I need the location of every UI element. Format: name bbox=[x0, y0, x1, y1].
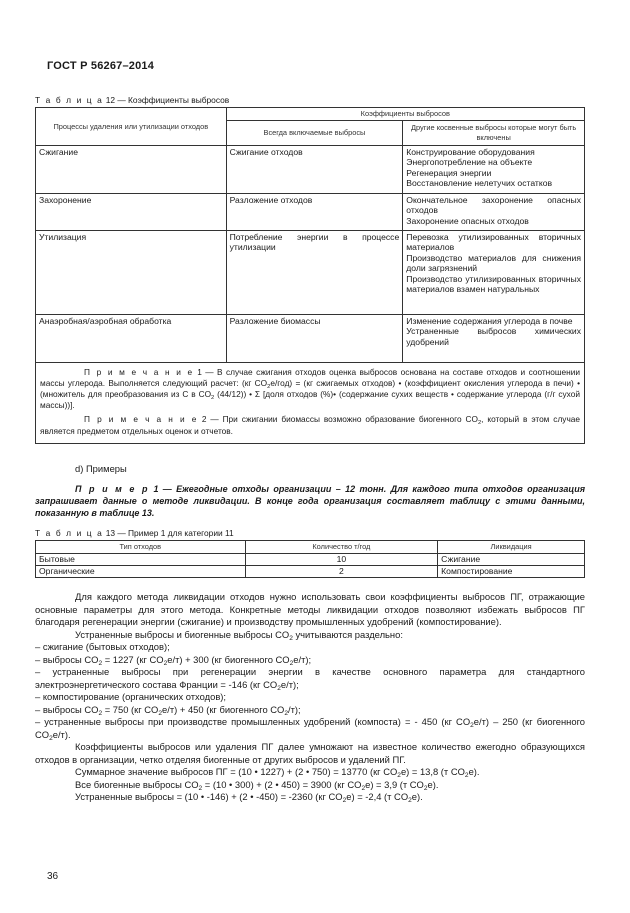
text: Все биогенные выбросы CO bbox=[75, 778, 199, 790]
other-item: Окончательное захоронение опасных отходов bbox=[406, 194, 581, 216]
col-other-header: Другие косвенные выбросы которые могут быть включены bbox=[403, 120, 585, 145]
list-item: – сжигание (бытовых отходов); bbox=[35, 641, 170, 652]
list-item bbox=[35, 716, 585, 741]
always-cell: Разложение отходов bbox=[226, 193, 403, 230]
other-item: Перевозка утилизированных вторичных материалов bbox=[406, 231, 581, 253]
text: = 750 (кг CO bbox=[102, 703, 159, 715]
subscript: 2 bbox=[267, 383, 271, 390]
text: е) = 13,8 (т CO bbox=[400, 766, 465, 777]
disposal-example-table bbox=[35, 540, 585, 578]
always-cell: Разложение биомассы bbox=[226, 314, 403, 362]
example-label: П р и м е р bbox=[75, 483, 150, 494]
col-disposal-header: Ликвидация bbox=[438, 541, 585, 554]
text: е). bbox=[427, 778, 439, 790]
disposal-cell: Сжигание bbox=[438, 553, 585, 565]
text: Устраненные выбросы = (10 • -146) + (2 • -450) = -2360 (кг CO bbox=[75, 791, 343, 802]
text: е). bbox=[411, 791, 423, 802]
text: е) = -2,4 (т CO bbox=[346, 791, 409, 802]
note-text: 2 — При сжигании биомассы возможно образование биогенного CO bbox=[201, 414, 478, 425]
text: /т); bbox=[288, 703, 301, 715]
table-row bbox=[36, 565, 585, 577]
other-item: Восстановление нелетучих остатков bbox=[406, 178, 553, 189]
subscript: 2 bbox=[284, 709, 289, 717]
subscript: 2 bbox=[361, 784, 366, 792]
other-cell bbox=[403, 193, 585, 230]
text: – устраненные выбросы при производстве промышленных удобрений (компоста) = - 450 (кг CO bbox=[35, 716, 471, 727]
subscript: 2 bbox=[470, 722, 474, 729]
process-cell: Утилизация bbox=[36, 230, 227, 314]
paragraph: Для каждого метода ликвидации отходов нужно использовать свои коэффициенты выбросов ПГ, отражающие основные параметры для этого метода. Конкретные методы ликвидации отходов позволяют избежать выбросов ПГ благодаря регенерации энергии (сжигание) и производству промышленных удобрений (компостирование). bbox=[35, 591, 585, 627]
subscript: 2 bbox=[408, 797, 412, 804]
col-waste-type-header: Тип отходов bbox=[36, 541, 246, 554]
other-item: Производство материалов для снижения доли загрязнений bbox=[406, 252, 581, 274]
subscript: 2 bbox=[49, 734, 53, 742]
waste-type-cell: Органические bbox=[36, 565, 246, 577]
text: – устраненные выбросы при регенерации энергии в качестве основного параметра для стандартного электроэнергетического состава Франции = -146 (кг CO bbox=[35, 666, 585, 690]
examples-section bbox=[35, 463, 585, 520]
text: е/т); bbox=[293, 653, 312, 665]
table-row bbox=[36, 230, 585, 314]
list-item bbox=[35, 654, 585, 667]
col-group-header: Коэффициенты выбросов bbox=[226, 108, 584, 121]
text: е/т) + 450 (кг биогенного CO bbox=[162, 703, 285, 715]
page-number: 36 bbox=[47, 871, 59, 882]
caption-text: 13 — Пример 1 для категории 11 bbox=[105, 528, 234, 538]
text: е) = 3,9 (т CO bbox=[365, 778, 424, 790]
other-item: Энергопотребление на объекте bbox=[406, 157, 533, 168]
other-item: Производство утилизированных вторичных материалов взамен натуральных bbox=[406, 273, 581, 295]
text: учитываются раздельно: bbox=[292, 628, 403, 640]
note-label: П р и м е ч а н и е bbox=[84, 366, 194, 377]
paragraph bbox=[35, 629, 585, 642]
other-cell bbox=[403, 314, 585, 362]
emission-factors-table bbox=[35, 107, 585, 444]
caption-text: 12 — Коэффициенты выбросов bbox=[105, 95, 230, 105]
table-notes-row bbox=[36, 362, 585, 443]
quantity-cell: 10 bbox=[245, 553, 438, 565]
table-notes bbox=[36, 362, 585, 443]
subscript: 2 bbox=[198, 784, 203, 792]
summary-line bbox=[35, 779, 585, 792]
table13-caption bbox=[35, 528, 234, 538]
example-1 bbox=[35, 483, 585, 520]
table-row bbox=[36, 553, 585, 565]
subscript: 2 bbox=[211, 394, 215, 401]
list-item bbox=[35, 666, 585, 691]
subscript: 2 bbox=[289, 659, 294, 667]
col-quantity-header: Количество т/год bbox=[245, 541, 438, 554]
section-heading: d) Примеры bbox=[75, 463, 127, 474]
note-text: е/год) = (кг сжигаемых отходов) • (коэффициент окисления углерода в печи) • (множитель для преобразования из C в CO bbox=[40, 377, 580, 399]
text: = 1227 (кг CO bbox=[102, 653, 164, 665]
text: е/т); bbox=[280, 678, 299, 690]
text: Суммарное значение выбросов ПГ = (10 • 1227) + (2 • 750) = 13770 (кг CO bbox=[75, 766, 398, 777]
subscript: 2 bbox=[464, 772, 469, 779]
list-item: – компостирование (органических отходов); bbox=[35, 691, 227, 702]
text: = (10 • 300) + (2 • 450) = 3900 (кг CO bbox=[202, 778, 362, 790]
note-text: , который в этом случае является предметом отдельных оценок и отчетов. bbox=[40, 414, 580, 436]
quantity-cell: 2 bbox=[245, 565, 438, 577]
subscript: 2 bbox=[289, 634, 293, 642]
subscript: 2 bbox=[98, 709, 103, 717]
caption-label: Т а б л и ц а bbox=[35, 528, 104, 538]
note-1 bbox=[40, 367, 580, 412]
other-item: Устраненные выбросов химических удобрений bbox=[406, 326, 581, 347]
table-row bbox=[36, 314, 585, 362]
waste-type-cell: Бытовые bbox=[36, 553, 246, 565]
summary-line bbox=[35, 791, 585, 804]
other-item: Захоронение опасных отходов bbox=[406, 215, 529, 226]
other-item: Изменение содержания углерода в почве bbox=[406, 315, 573, 326]
text: е/т) + 300 (кг биогенного CO bbox=[167, 653, 290, 665]
table-row bbox=[36, 193, 585, 230]
other-cell bbox=[403, 230, 585, 314]
disposal-cell: Компостирование bbox=[438, 565, 585, 577]
list-item bbox=[35, 704, 585, 717]
text: е). bbox=[468, 766, 480, 777]
summary-line bbox=[35, 766, 585, 779]
example-text: 1 — Ежегодные отходы организации – 12 тонн. Для каждого типа отходов организация запрашивает данные о методе ликвидации. В конце года организация составляет таблицу с этими данными, показанную в таблице 13. bbox=[35, 483, 585, 519]
subscript: 2 bbox=[397, 772, 401, 779]
col-always-header: Всегда включаемые выбросы bbox=[226, 120, 403, 145]
other-cell bbox=[403, 145, 585, 193]
text: – выбросы CO bbox=[35, 703, 99, 715]
process-cell: Анаэробная/аэробная обработка bbox=[36, 314, 227, 362]
col-processes-header: Процессы удаления или утилизации отходов bbox=[36, 108, 227, 146]
table12-caption bbox=[35, 95, 229, 105]
note-2 bbox=[40, 414, 580, 436]
subscript: 2 bbox=[342, 797, 347, 804]
subscript: 2 bbox=[423, 784, 428, 792]
note-label: П р и м е ч а н и е bbox=[84, 414, 198, 425]
text: Устраненные выбросы и биогенные выбросы CO bbox=[75, 628, 290, 640]
text: е/т). bbox=[52, 728, 71, 740]
subscript: 2 bbox=[98, 659, 103, 667]
note-text: (44/12)) • Σ [доля отходов (%)• (содержание сухих веществ • содержание углерода (г/г сухой массы))]. bbox=[40, 388, 580, 411]
text: – выбросы CO bbox=[35, 653, 99, 665]
always-cell: Потребление энергии в процессе утилизации bbox=[226, 230, 403, 314]
standard-header: ГОСТ Р 56267–2014 bbox=[47, 60, 155, 72]
subscript: 2 bbox=[277, 684, 281, 692]
other-item: Регенерация энергии bbox=[406, 167, 492, 178]
always-cell: Сжигание отходов bbox=[226, 145, 403, 193]
other-item: Конструирование оборудования bbox=[406, 146, 535, 157]
subscript: 2 bbox=[163, 659, 168, 667]
text: е/т) – 250 (кг биогенного CO bbox=[35, 716, 585, 740]
subscript: 2 bbox=[158, 709, 163, 717]
caption-label: Т а б л и ц а bbox=[35, 95, 104, 105]
paragraph: Коэффициенты выбросов или удаления ПГ далее умножают на известное количество ежегодно образующихся отходов в организации, четко отделяя биогенные от других выбросов и удалений ПГ. bbox=[35, 741, 585, 765]
note-text: 1 — В случае сжигания отходов оценка выбросов основана на составе отходов и соотношении массы углерода. Выполняется следующий расчет: (кг CO bbox=[40, 366, 580, 388]
process-cell: Захоронение bbox=[36, 193, 227, 230]
process-cell: Сжигание bbox=[36, 145, 227, 193]
subscript: 2 bbox=[477, 420, 482, 427]
table-row bbox=[36, 145, 585, 193]
calculation-text bbox=[35, 591, 585, 804]
